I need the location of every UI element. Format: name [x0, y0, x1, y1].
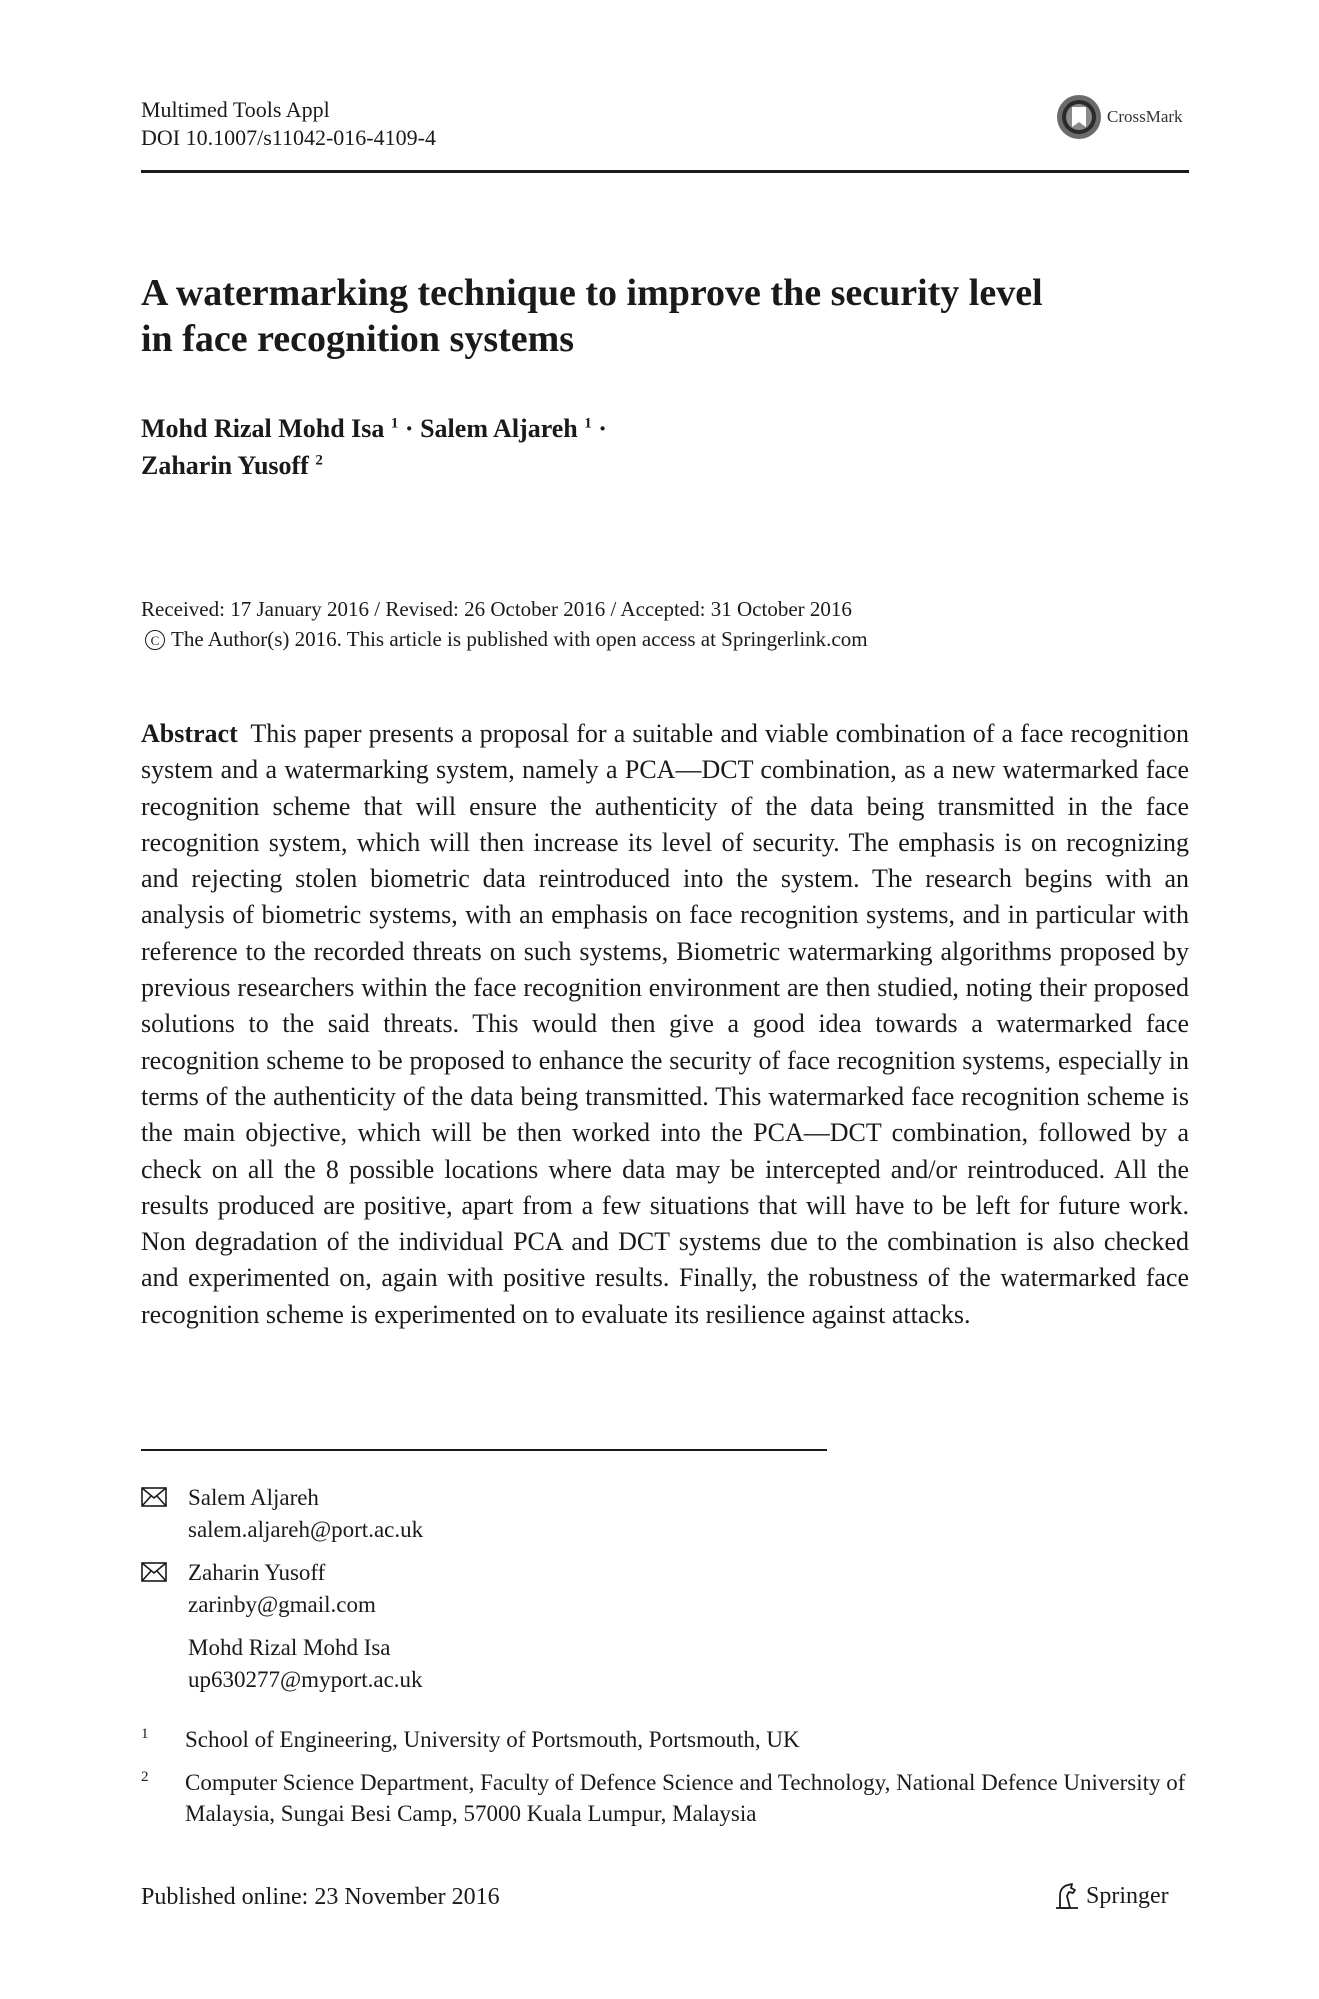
history-dates: Received: 17 January 2016 / Revised: 26 October 2016 / Accepted: 31 October 2016	[141, 597, 852, 621]
envelope-icon	[141, 1562, 167, 1582]
author-list	[141, 410, 607, 484]
abstract-heading: Abstract	[141, 719, 238, 748]
affiliation-item	[141, 1767, 1189, 1829]
abstract	[141, 716, 1189, 1333]
author-separator: ·	[598, 414, 607, 443]
affiliation-number: 2	[141, 1769, 149, 1785]
affiliation-text: School of Engineering, University of Portsmouth, Portsmouth, UK	[185, 1727, 800, 1752]
author-name[interactable]: Salem Aljareh	[420, 414, 578, 443]
contact-entry	[141, 1557, 423, 1621]
copyright-text: The Author(s) 2016. This article is published with open access at Springerlink.com	[171, 627, 868, 651]
title-line: in face recognition systems	[141, 318, 575, 360]
contact-name: Zaharin Yusoff	[188, 1560, 326, 1585]
springer-horse-icon	[1054, 1882, 1080, 1910]
footnote-rule	[141, 1449, 827, 1451]
affiliations	[141, 1724, 1189, 1841]
author-name[interactable]: Zaharin Yusoff	[141, 451, 309, 480]
publisher-name: Springer	[1086, 1882, 1169, 1909]
title-line: A watermarking technique to improve the security level	[141, 272, 1043, 314]
affiliation-item	[141, 1724, 1189, 1755]
affiliation-number: 1	[141, 1726, 149, 1742]
abstract-text: This paper presents a proposal for a suitable and viable combination of a face recognition system and a watermarking system, namely a PCA—DCT combination, as a new watermarked face recognition scheme that will ensure the authenticity of the data being transmitted in the face recognition system, which will then increase its level of security. The emphasis is on recognizing and rejecting stolen biometric data reintroduced into the system. The research begins with an analysis of biometric systems, with an emphasis on face recognition systems, and in particular with reference to the recorded threats on such systems, Biometric watermarking algorithms proposed by previous researchers within the face recognition environment are then studied, noting their proposed solutions to the said threats. This would then give a good idea towards a watermarked face recognition scheme to be proposed to enhance the security of face recognition systems, especially in terms of the authenticity of the data being transmitted. This watermarked face recognition scheme is the main objective, which will be then worked into the PCA—DCT combination, followed by a check on all the 8 possible locations where data may be intercepted and/or reintroduced. All the results produced are positive, apart from a few situations that will have to be left for future work. Non degradation of the individual PCA and DCT systems due to the combination is also checked and experimented on, again with positive results. Finally, the robustness of the watermarked face recognition scheme is experimented on to evaluate its resilience against attacks.	[141, 719, 1189, 1329]
crossmark-badge[interactable]	[1055, 93, 1183, 141]
doi[interactable]: DOI 10.1007/s11042-016-4109-4	[141, 125, 436, 150]
contact-entry	[141, 1482, 423, 1546]
author-affiliation-sup: 1	[584, 415, 592, 432]
crossmark-label: CrossMark	[1107, 107, 1183, 126]
contact-name: Salem Aljareh	[188, 1485, 319, 1510]
envelope-icon	[141, 1487, 167, 1507]
journal-header	[141, 96, 436, 152]
crossmark-icon	[1055, 93, 1103, 141]
author-affiliation-sup: 1	[390, 415, 399, 432]
copyright-line	[141, 624, 868, 654]
published-online: Published online: 23 November 2016	[141, 1884, 500, 1910]
affiliation-text: Computer Science Department, Faculty of Defence Science and Technology, National Defence University of Malaysia, Sungai Besi Camp, 57000 Kuala Lumpur, Malaysia	[185, 1770, 1186, 1826]
contact-email[interactable]: up630277@myport.ac.uk	[188, 1667, 423, 1692]
author-affiliation-sup: 2	[315, 452, 323, 469]
author-name[interactable]: Mohd Rizal Mohd Isa	[141, 414, 385, 443]
author-separator: ·	[404, 414, 421, 443]
copyright-icon: C	[145, 630, 165, 650]
contact-email[interactable]: zarinby@gmail.com	[188, 1592, 376, 1617]
journal-name: Multimed Tools Appl	[141, 97, 330, 122]
contact-name: Mohd Rizal Mohd Isa	[188, 1635, 391, 1660]
header-rule	[141, 170, 1189, 173]
contact-entry	[141, 1632, 423, 1696]
correspondence	[141, 1482, 423, 1707]
publication-dates	[141, 594, 868, 654]
contact-email[interactable]: salem.aljareh@port.ac.uk	[188, 1517, 424, 1542]
paper-title	[141, 270, 1141, 362]
springer-logo[interactable]	[1054, 1882, 1169, 1910]
